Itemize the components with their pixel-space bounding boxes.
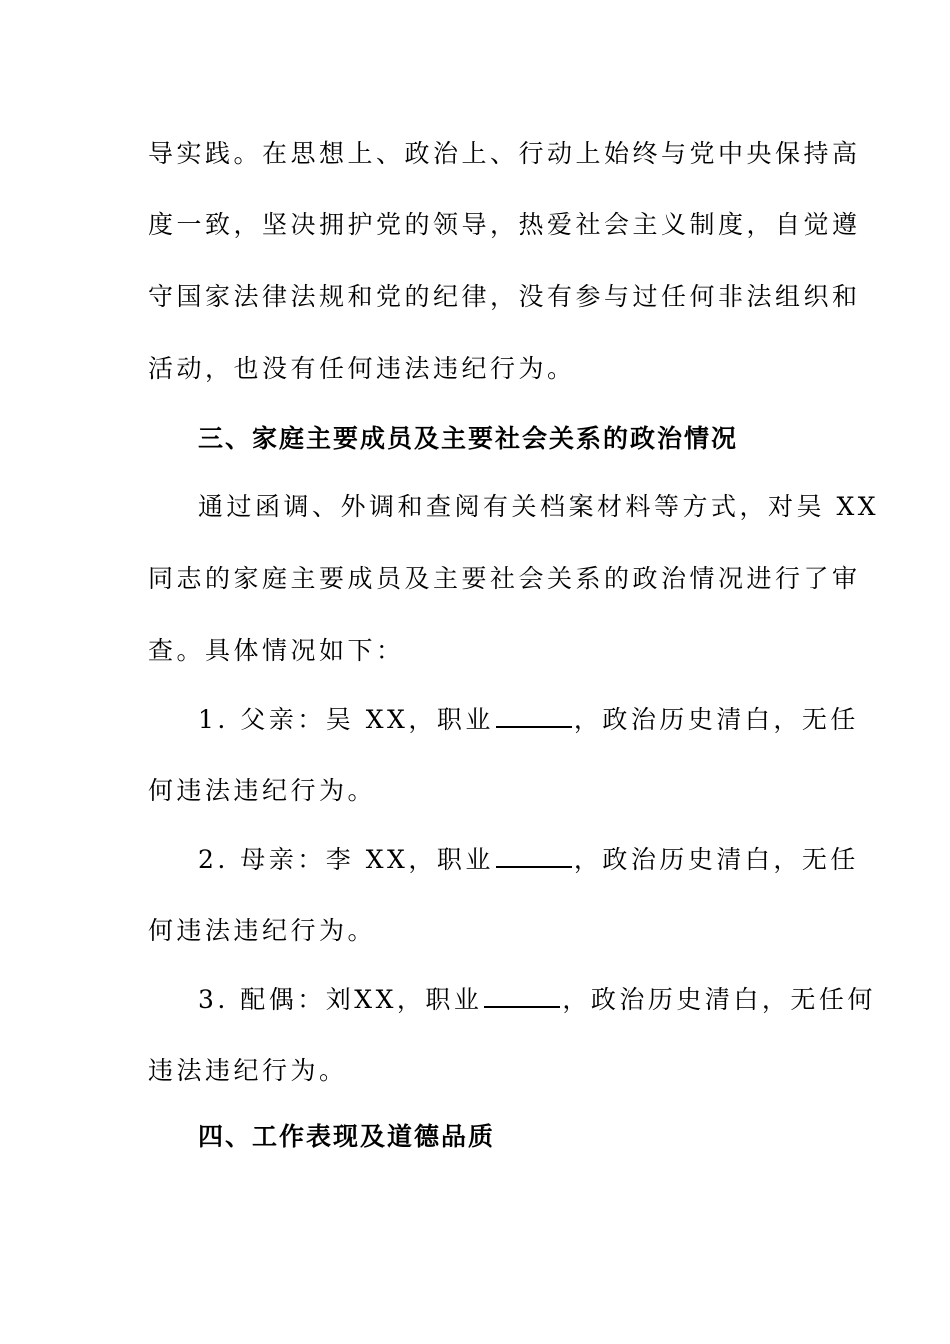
- member-prefix: 1. 父亲：吴 XX，职业: [198, 705, 494, 734]
- paragraph-line: 度一致，坚决拥护党的领导，热爱社会主义制度，自觉遵: [148, 210, 861, 239]
- member-continuation: 何违法违纪行为。: [148, 916, 377, 945]
- member-item-father: [198, 702, 859, 736]
- occupation-blank: [484, 982, 560, 1008]
- member-continuation: 何违法违纪行为。: [148, 776, 377, 805]
- member-suffix: ，政治历史清白，无任: [573, 845, 859, 874]
- occupation-blank: [496, 702, 572, 728]
- member-prefix: 3. 配偶：刘XX，职业: [198, 985, 483, 1014]
- section-heading-4: 四、工作表现及道德品质: [198, 1122, 496, 1151]
- paragraph-line: 同志的家庭主要成员及主要社会关系的政治情况进行了审: [148, 564, 861, 593]
- member-item-spouse: [198, 982, 876, 1016]
- member-item-mother: [198, 842, 859, 876]
- paragraph-line: 导实践。在思想上、政治上、行动上始终与党中央保持高: [148, 139, 861, 168]
- member-suffix: ，政治历史清白，无任: [573, 705, 859, 734]
- section-heading-3: 三、家庭主要成员及主要社会关系的政治情况: [198, 424, 739, 453]
- paragraph-line: 守国家法律法规和党的纪律，没有参与过任何非法组织和: [148, 282, 861, 311]
- occupation-blank: [496, 842, 572, 868]
- member-continuation: 违法违纪行为。: [148, 1056, 348, 1085]
- paragraph-line: 通过函调、外调和查阅有关档案材料等方式，对吴 XX: [198, 492, 880, 521]
- member-suffix: ，政治历史清白，无任何: [562, 985, 876, 1014]
- member-prefix: 2. 母亲：李 XX，职业: [198, 845, 494, 874]
- paragraph-line: 查。具体情况如下：: [148, 636, 405, 665]
- paragraph-line: 活动，也没有任何违法违纪行为。: [148, 354, 576, 383]
